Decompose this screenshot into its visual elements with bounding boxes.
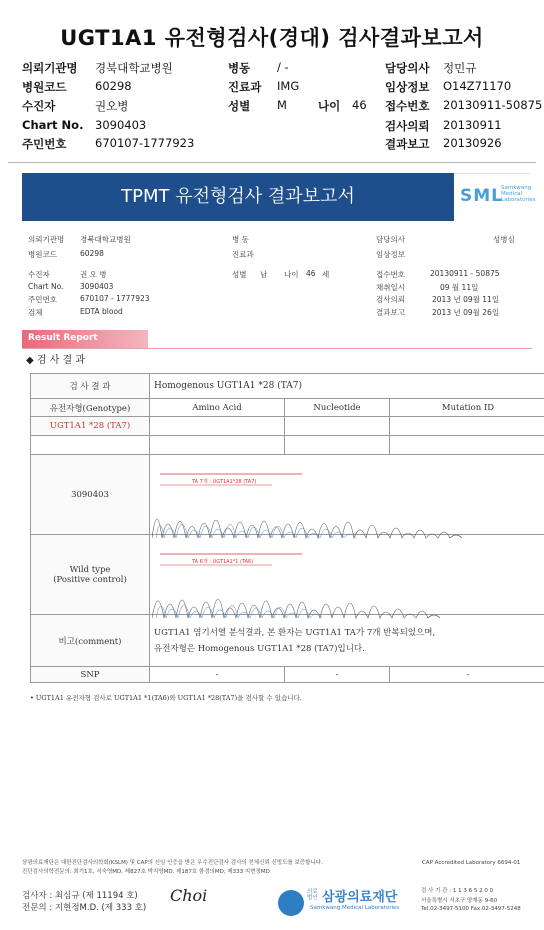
label-doctor: 담당의사 [385,61,430,75]
scan-value-receipt: 20130911 - 50875 [430,269,500,278]
value-chart-no: 3090403 [95,118,147,132]
scan-label-doctor: 담당의사 [376,235,405,244]
contact-line-3: Tel.02-3497-5100 Fax.02-3497-5248 [421,906,521,912]
label-sex: 성별 [228,99,251,113]
scan-value-sex: 남 [260,270,268,279]
scan-label-chart: Chart No. [28,282,64,291]
snp-value-3: - [390,667,544,683]
sample-chromatogram [152,460,520,540]
sml-logo-subtitle: Samkwang Medical Laboratories [501,185,536,203]
label-age: 나이 [318,99,341,113]
blank-cell [150,436,285,455]
scan-label-report: 결과보고 [376,308,405,317]
label-patient: 수진자 [22,99,56,113]
scan-label-hospital-code: 병원코드 [28,250,57,259]
header-divider [8,162,536,163]
tester: 검사자 : 최심규 (제 11194 호) [22,891,138,901]
foundation-english: Samkwang Medical Laboratories [310,905,400,911]
comment-line-1: UGT1A1 염기서열 분석결과, 본 환자는 UGT1A1 TA가 7개 반복되었으며, [154,627,436,638]
label-clinical-info: 임상정보 [385,80,430,94]
scan-label-department: 진료과 [232,250,254,259]
result-label: 검 사 결 과 [31,374,150,399]
blank-cell [390,436,544,455]
wild-type-title: Wild type [69,564,111,575]
value-request-date: 20130911 [443,118,502,132]
label-report-date: 결과보고 [385,137,430,151]
label-ward: 병동 [228,61,251,75]
scan-value-request: 2013 년 09월 11일 [432,295,500,304]
comment-label: 비고(comment) [31,615,150,667]
sample-label: 3090403 [31,455,150,535]
scan-label-resident-id: 주민번호 [28,295,57,304]
scan-value-patient: 권 오 병 [80,270,107,279]
footnote: • UGT1A1 유전자형 검사로 UGT1A1 *1(TA6)와 UGT1A1 *28(TA7)을 검사할 수 있습니다. [30,694,302,702]
contact-line-1: 검 사 기 관 : 1 1 3 6 5 2 0 0 [421,888,494,894]
wild-type-subtitle: (Positive control) [53,574,127,585]
scan-value-age: 46 [306,269,316,278]
scan-label-specimen: 검체 [28,308,43,317]
genotype-value: UGT1A1 *28 (TA7) [31,417,150,436]
table-row [31,399,544,417]
scan-value-institution: 경북대학교병원 [80,235,131,244]
value-report-date: 20130926 [443,136,502,150]
scan-value-resident-id: 670107 - 1777923 [80,294,150,303]
result-report-tab-label: Result Report [28,333,98,343]
scan-label-collection: 채취일시 [376,283,405,292]
value-department: IMG [277,79,300,93]
result-report-tab [22,330,148,348]
nucleotide-header: Nucleotide [285,399,390,417]
comment-line-2: 유전자형은 Homogenous UGT1A1 *28 (TA7)입니다. [154,643,365,654]
wild-chromatogram [152,540,520,620]
scan-value-report: 2013 년 09월 26일 [432,308,500,317]
genotype-header: 유전자형(Genotype) [31,399,150,417]
label-institution: 의뢰기관명 [22,61,78,75]
scan-label-sex: 성별 [232,270,247,279]
result-value: Homogenous UGT1A1 *28 (TA7) [150,374,544,399]
mutation-id-header: Mutation ID [390,399,544,417]
scan-label-institution: 의뢰기관명 [28,235,65,244]
value-hospital-code: 60298 [95,79,132,93]
result-underline [22,348,532,349]
scan-label-clinical: 임상정보 [376,250,405,259]
nucleotide-value [285,417,390,436]
foundation-name: 삼광의료재단 [322,890,398,905]
label-resident-id: 주민번호 [22,137,67,151]
label-chart-no: Chart No. [22,118,84,132]
report-banner-title: TPMT 유전형검사 결과보고서 [121,186,355,207]
blank-cell [31,436,150,455]
wild-type-label [31,535,150,615]
footer-line-2: 진단검사의학전문의: 최기1호, 서숙영MD, 제827호 박지영MD, 제187호 함경의MD, 제333 지현정MD [22,869,270,875]
contact-line-2: 서울특별시 서초구 양재동 9-60 [421,898,498,904]
foundation-prefix: 의료법인 [307,889,318,901]
label-hospital-code: 병원코드 [22,80,67,94]
scan-label-receipt: 접수번호 [376,270,405,279]
scan-value-doctor: 성병심 [493,235,515,244]
snp-label: SNP [31,667,150,683]
sml-logo: SML [460,186,503,206]
scan-value-hospital-code: 60298 [80,249,104,258]
value-institution: 경북대학교병원 [95,61,173,75]
blank-cell [285,436,390,455]
value-sex: M [277,98,287,112]
scan-value-chart: 3090403 [80,282,114,291]
foundation-logo-icon [278,890,304,916]
wild-trace-label: TA 6개 : UGT1A1*1 (TA6) [192,559,254,565]
scan-label-age: 나이 [284,270,299,279]
value-ward: / - [277,60,289,74]
value-resident-id: 670107-1777923 [95,136,195,150]
scan-label-ward: 병 동 [232,235,249,244]
section-heading: ◆ 검 사 결 과 [26,355,86,366]
table-row [31,417,544,436]
table-row [31,615,544,667]
table-row [31,436,544,455]
table-row [31,374,544,399]
scan-label-request: 검사의뢰 [376,295,405,304]
scan-value-collection: 09 월 11일 [440,283,479,292]
value-receipt-no: 20130911-50875 [443,98,543,112]
page-title: UGT1A1 유전형검사(경대) 검사결과보고서 [60,26,484,50]
scan-age-unit: 세 [322,270,330,279]
reviewer: 전문의 : 지현정M.D. (제 333 호) [22,903,147,913]
label-receipt-no: 접수번호 [385,99,430,113]
comment-cell [150,615,544,667]
scan-label-patient: 수진자 [28,270,50,279]
sample-trace-label: TA 7개 : UGT1A1*28 (TA7) [192,479,257,485]
value-doctor: 정민규 [443,61,477,75]
snp-value-2: - [285,667,390,683]
cap-accreditation: CAP Accredited Laboratory 6694-01 [422,860,521,866]
amino-acid-header: Amino Acid [150,399,285,417]
snp-value-1: - [150,667,285,683]
value-age: 46 [352,98,367,112]
table-row [31,667,544,683]
value-patient: 권오병 [95,99,129,113]
scan-value-specimen: EDTA blood [80,307,123,316]
amino-acid-value [150,417,285,436]
label-department: 진료과 [228,80,262,94]
signature: Choi [170,886,208,905]
value-clinical-info: O14Z71170 [443,79,512,93]
mutation-id-value [390,417,544,436]
label-request-date: 검사의뢰 [385,119,430,133]
footer-line-1: 삼광의료재단은 대한진단검사의학회(KSLM) 및 CAP의 신임 인증을 받은 우수진단검사 검사의 전체신뢰 신빙도를 보증합니다. [22,860,323,866]
